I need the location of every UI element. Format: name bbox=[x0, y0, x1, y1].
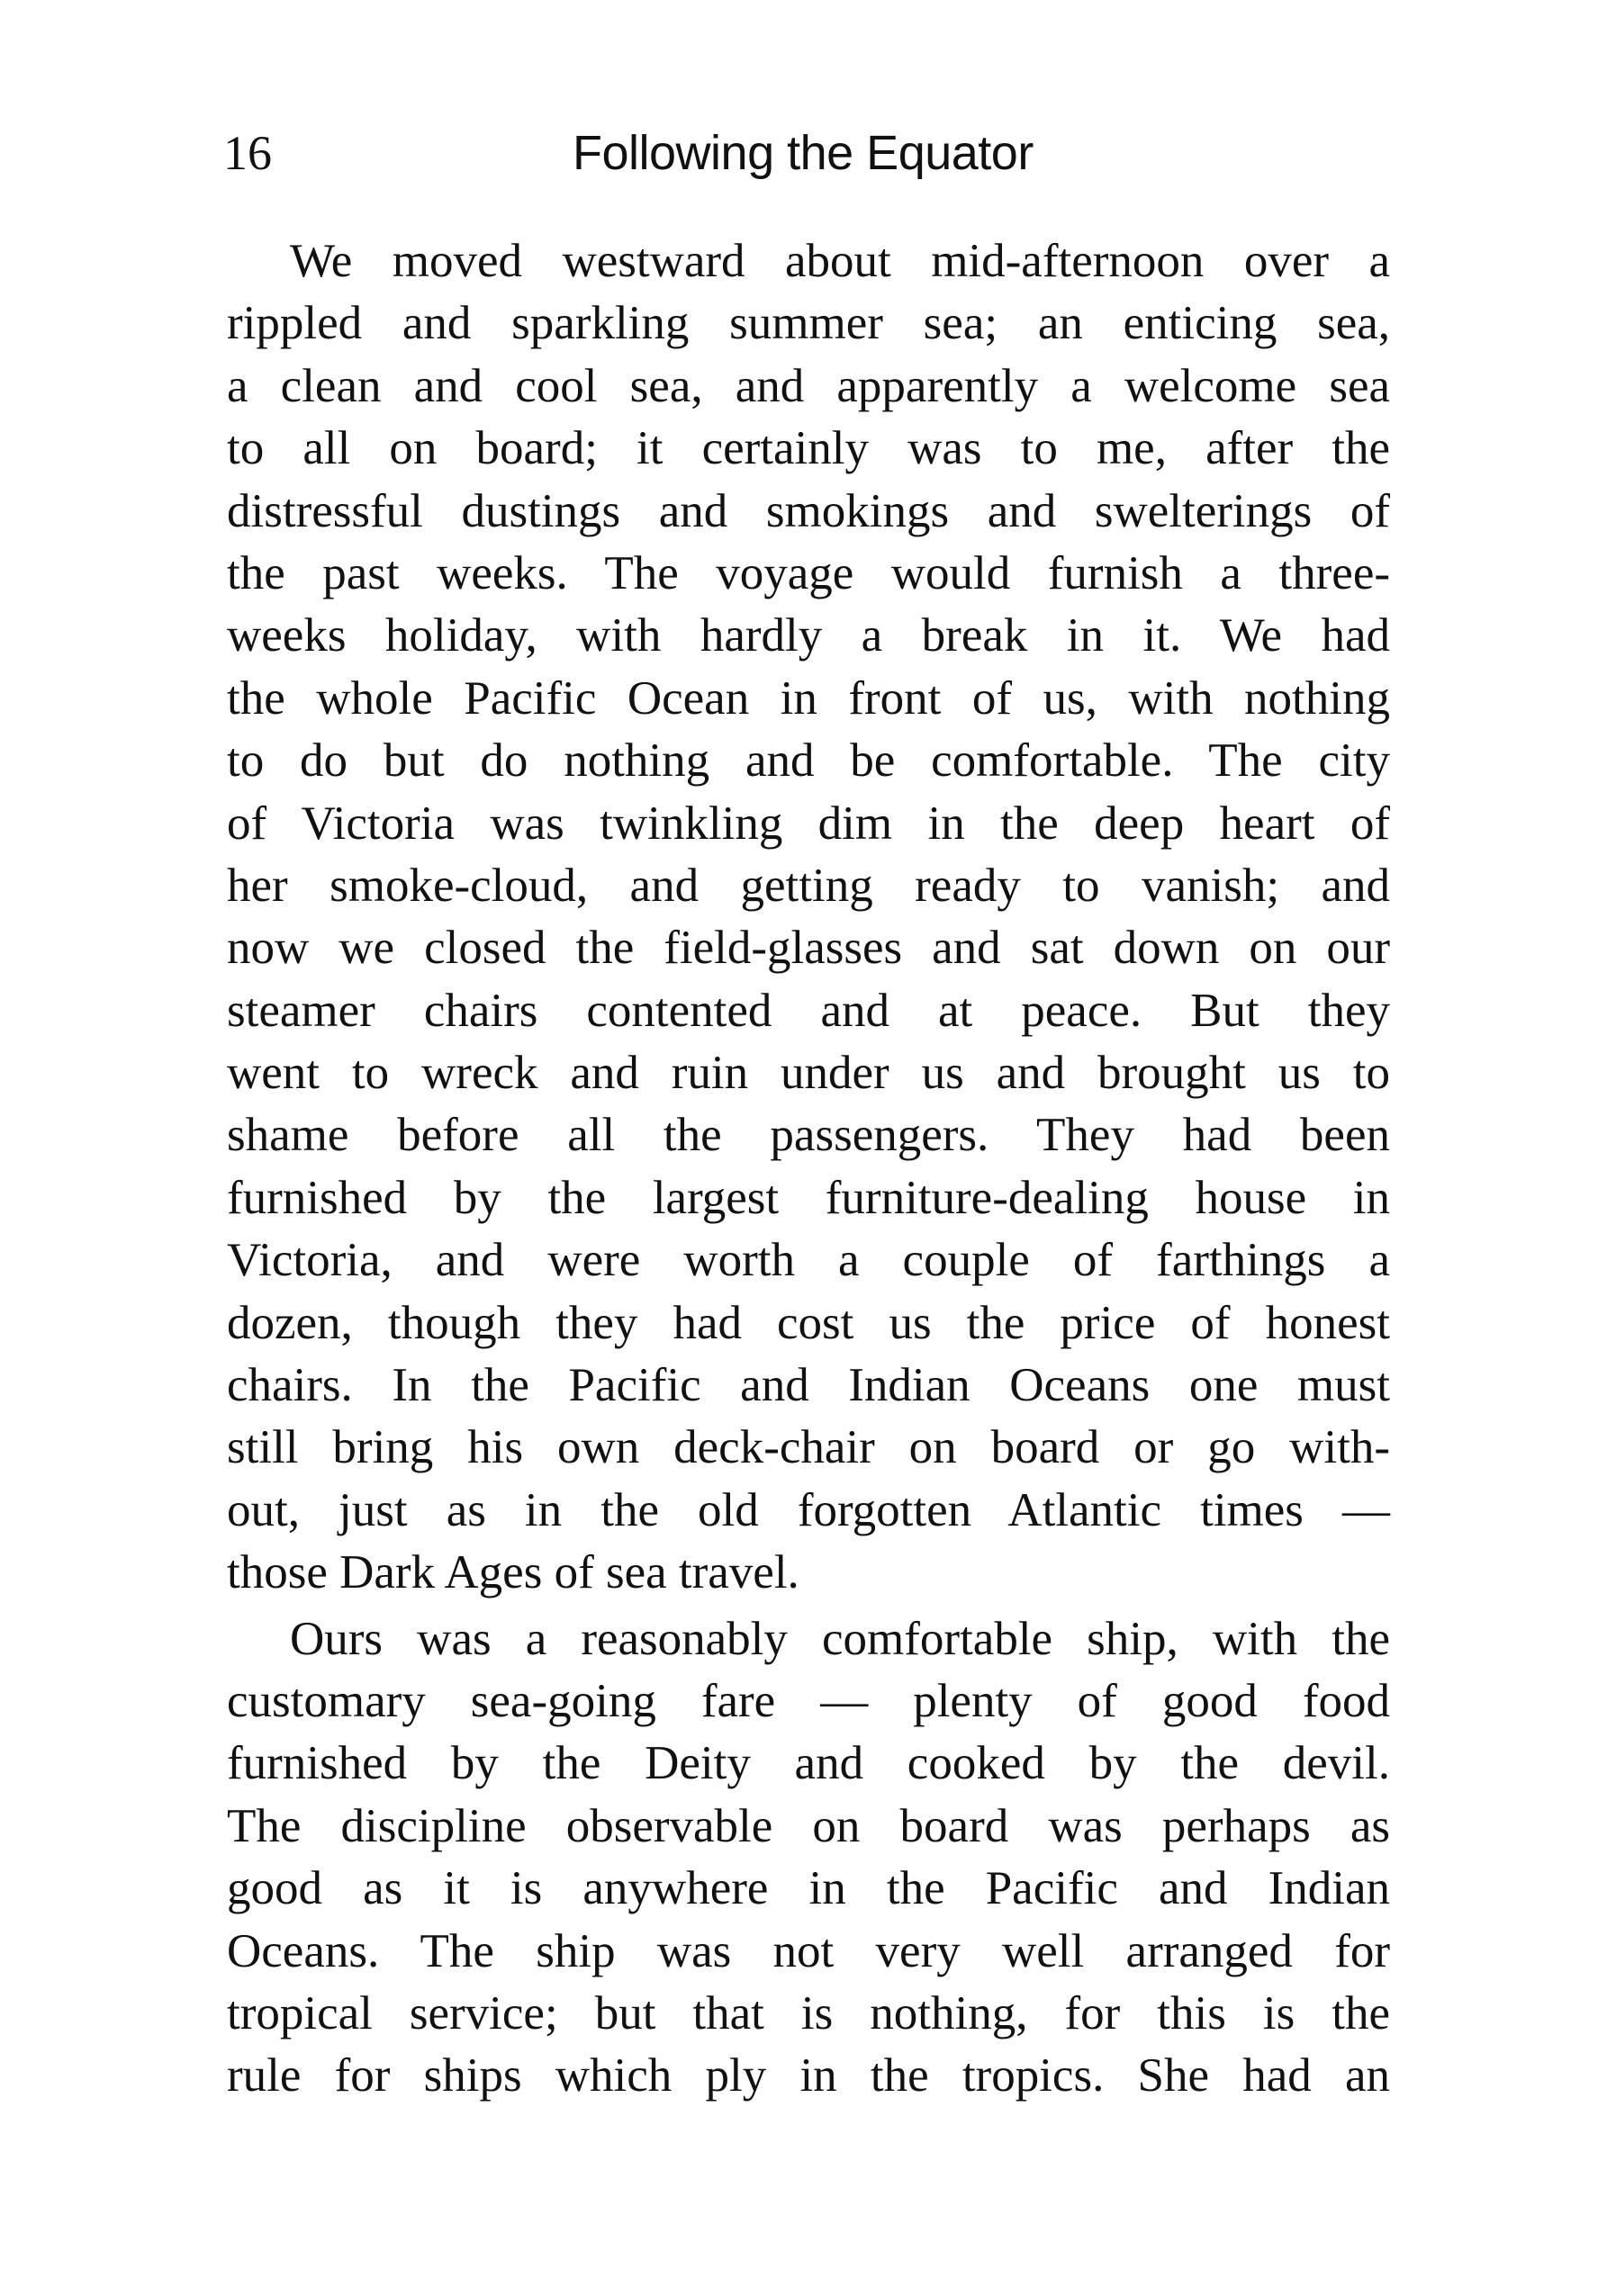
paragraph-2 bbox=[227, 1608, 1390, 2108]
text-line: the whole Pacific Ocean in front of us, with nothing bbox=[227, 671, 1390, 725]
text-line: distressful dustings and smokings and swelterings of bbox=[227, 484, 1390, 537]
text-line: out, just as in the old forgotten Atlantic times — bbox=[227, 1483, 1390, 1536]
page-number: 16 bbox=[223, 126, 272, 180]
text-line: a clean and cool sea, and apparently a welcome sea bbox=[227, 359, 1390, 412]
text-line: of Victoria was twinkling dim in the deep heart of bbox=[227, 797, 1390, 850]
text-line: now we closed the field-glasses and sat down on our bbox=[227, 922, 1390, 975]
text-line: rule for ships which ply in the tropics. She had an bbox=[227, 2049, 1390, 2102]
text-line: dozen, though they had cost us the price of honest bbox=[227, 1296, 1390, 1349]
text-line: weeks holiday, with hardly a break in it. We had bbox=[227, 609, 1390, 662]
text-line: We moved westward about mid-afternoon over a bbox=[290, 235, 1390, 287]
text-line: still bring his own deck-chair on board or go with- bbox=[227, 1421, 1390, 1474]
text-line: Ours was a reasonably comfortable ship, with the bbox=[290, 1612, 1390, 1665]
text-line: furnished by the Deity and cooked by the devil. bbox=[227, 1737, 1390, 1790]
text-line: Oceans. The ship was not very well arranged for bbox=[227, 1924, 1390, 1977]
text-line: rippled and sparkling summer sea; an enticing sea, bbox=[227, 297, 1390, 350]
text-line: to all on board; it certainly was to me, after the bbox=[227, 422, 1390, 475]
paragraph-1 bbox=[227, 230, 1390, 1605]
running-title: Following the Equator bbox=[573, 126, 1034, 180]
page-header bbox=[223, 117, 1394, 189]
text-line: Victoria, and were worth a couple of farthings a bbox=[227, 1234, 1390, 1287]
text-line: shame before all the passengers. They had been bbox=[227, 1109, 1390, 1162]
text-line: customary sea-going fare — plenty of good food bbox=[227, 1674, 1390, 1727]
text-line: went to wreck and ruin under us and brought us to bbox=[227, 1047, 1390, 1100]
text-line: the past weeks. The voyage would furnish a three- bbox=[227, 546, 1390, 599]
text-line: tropical service; but that is nothing, for this is the bbox=[227, 1986, 1390, 2039]
body-text bbox=[227, 230, 1390, 2108]
text-line: her smoke-cloud, and getting ready to vanish; and bbox=[227, 859, 1390, 912]
text-line: those Dark Ages of sea travel. bbox=[227, 1546, 799, 1599]
text-line: The discipline observable on board was perhaps as bbox=[227, 1799, 1390, 1852]
text-line: good as it is anywhere in the Pacific and Indian bbox=[227, 1862, 1390, 1915]
text-line: chairs. In the Pacific and Indian Oceans one must bbox=[227, 1359, 1390, 1412]
text-line: furnished by the largest furniture-dealing house in bbox=[227, 1171, 1390, 1224]
text-line: steamer chairs contented and at peace. But they bbox=[227, 984, 1390, 1037]
text-line: to do but do nothing and be comfortable. The city bbox=[227, 734, 1390, 788]
